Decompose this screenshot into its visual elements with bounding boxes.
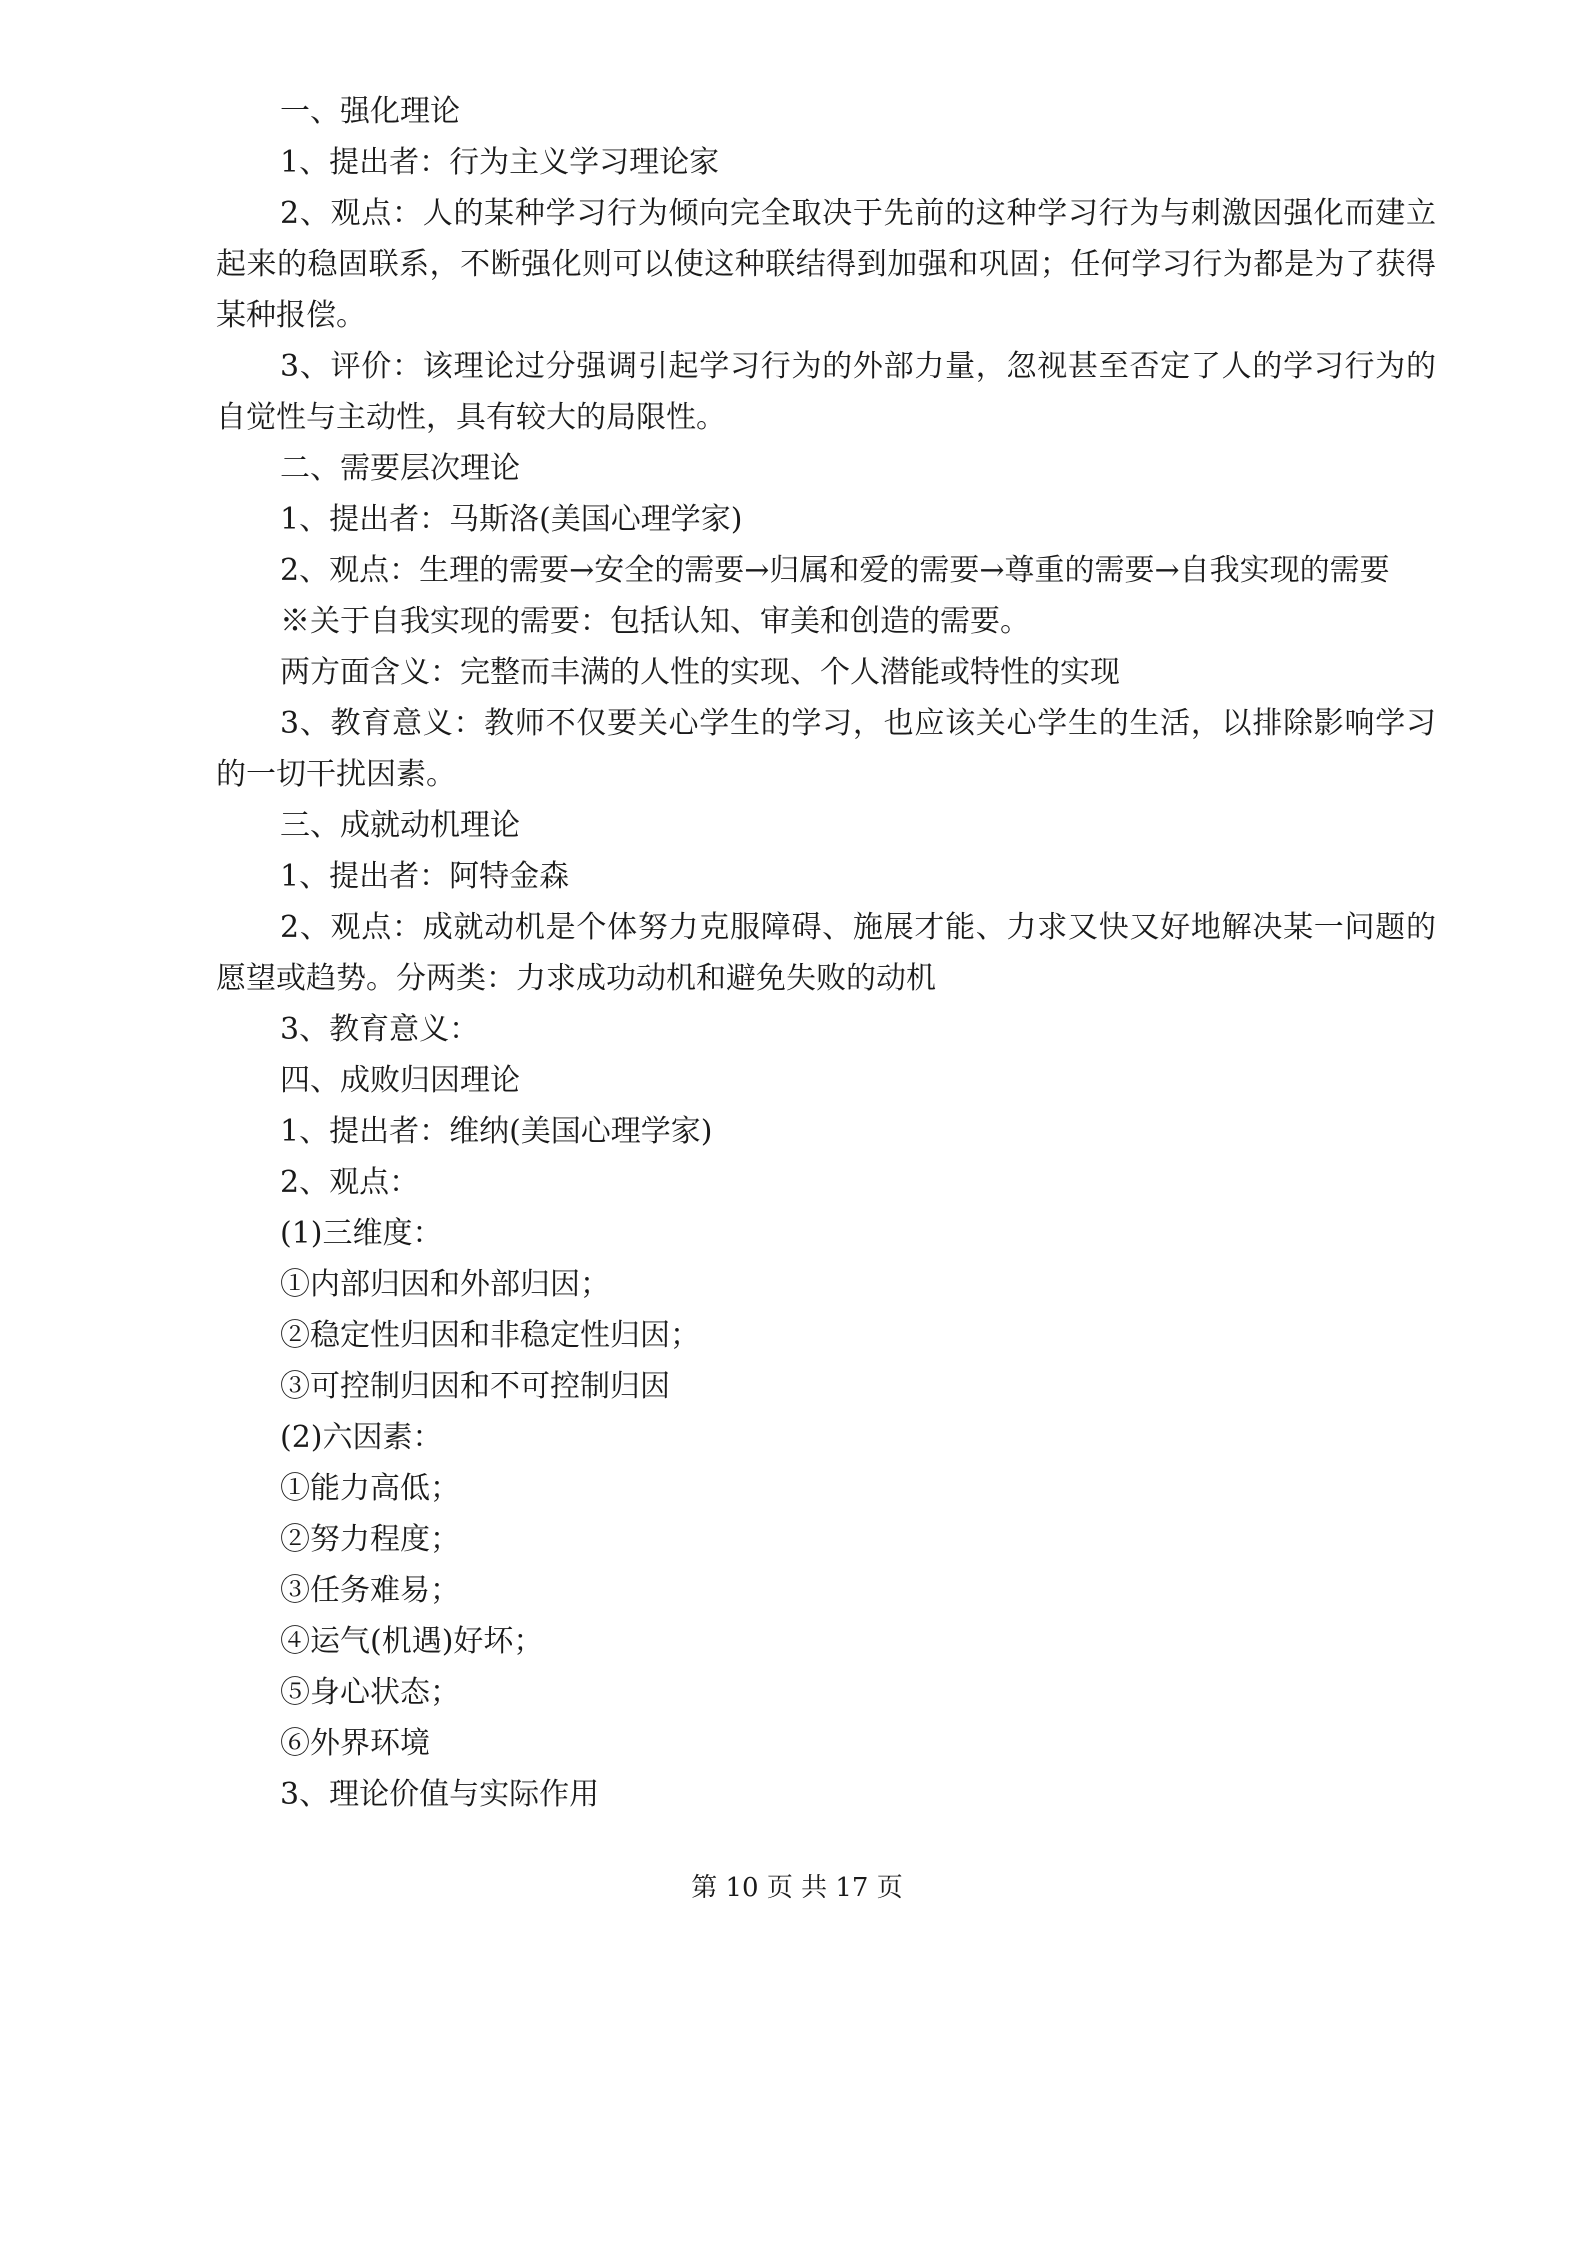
section-heading-achievement-motivation: 三、成就动机理论 — [280, 808, 520, 843]
text-line: 两方面含义：完整而丰满的人性的实现、个人潜能或特性的实现 — [280, 655, 1120, 690]
list-item: ④运气(机遇)好坏； — [280, 1624, 544, 1659]
list-item: ③任务难易； — [280, 1573, 460, 1608]
list-heading: (1)三维度： — [280, 1216, 443, 1251]
page-number-footer: 第 10 页 共 17 页 — [691, 1873, 903, 1903]
text-line: 3、教育意义： — [280, 1012, 480, 1047]
list-item: ③可控制归因和不可控制归因 — [280, 1369, 670, 1404]
section-heading-attribution: 四、成败归因理论 — [280, 1063, 520, 1098]
paragraph: 3、评价：该理论过分强调引起学习行为的外部力量，忽视甚至否定了人的学习行为的自觉性与主动性，具有较大的局限性。 — [216, 349, 1436, 435]
document-body — [216, 86, 1436, 1820]
list-item: ②稳定性归因和非稳定性归因； — [280, 1318, 700, 1353]
section-heading-needs-hierarchy: 二、需要层次理论 — [280, 451, 520, 486]
list-item: ⑤身心状态； — [280, 1675, 460, 1710]
list-heading: (2)六因素： — [280, 1420, 443, 1455]
list-item: ⑥外界环境 — [280, 1726, 430, 1761]
paragraph: 2、观点：成就动机是个体努力克服障碍、施展才能、力求又快又好地解决某一问题的愿望或趋势。分两类：力求成功动机和避免失败的动机 — [216, 910, 1436, 996]
text-line: ※关于自我实现的需要：包括认知、审美和创造的需要。 — [280, 604, 1030, 639]
paragraph: 3、教育意义：教师不仅要关心学生的学习，也应该关心学生的生活，以排除影响学习的一切干扰因素。 — [216, 706, 1436, 792]
text-line: 1、提出者：马斯洛(美国心理学家) — [280, 502, 743, 537]
paragraph: 2、观点：人的某种学习行为倾向完全取决于先前的这种学习行为与刺激因强化而建立起来的稳固联系，不断强化则可以使这种联结得到加强和巩固；任何学习行为都是为了获得某种报偿。 — [216, 196, 1436, 333]
text-line: 1、提出者：行为主义学习理论家 — [280, 145, 720, 180]
list-item: ②努力程度； — [280, 1522, 460, 1557]
text-line: 2、观点： — [280, 1165, 420, 1200]
paragraph: 2、观点：生理的需要→安全的需要→归属和爱的需要→尊重的需要→自我实现的需要 — [280, 553, 1390, 588]
text-line: 1、提出者：阿特金森 — [280, 859, 570, 894]
text-line: 1、提出者：维纳(美国心理学家) — [280, 1114, 713, 1149]
section-heading-reinforcement: 一、强化理论 — [280, 94, 460, 129]
list-item: ①内部归因和外部归因； — [280, 1267, 610, 1302]
list-item: ①能力高低； — [280, 1471, 460, 1506]
text-line: 3、理论价值与实际作用 — [280, 1777, 600, 1812]
